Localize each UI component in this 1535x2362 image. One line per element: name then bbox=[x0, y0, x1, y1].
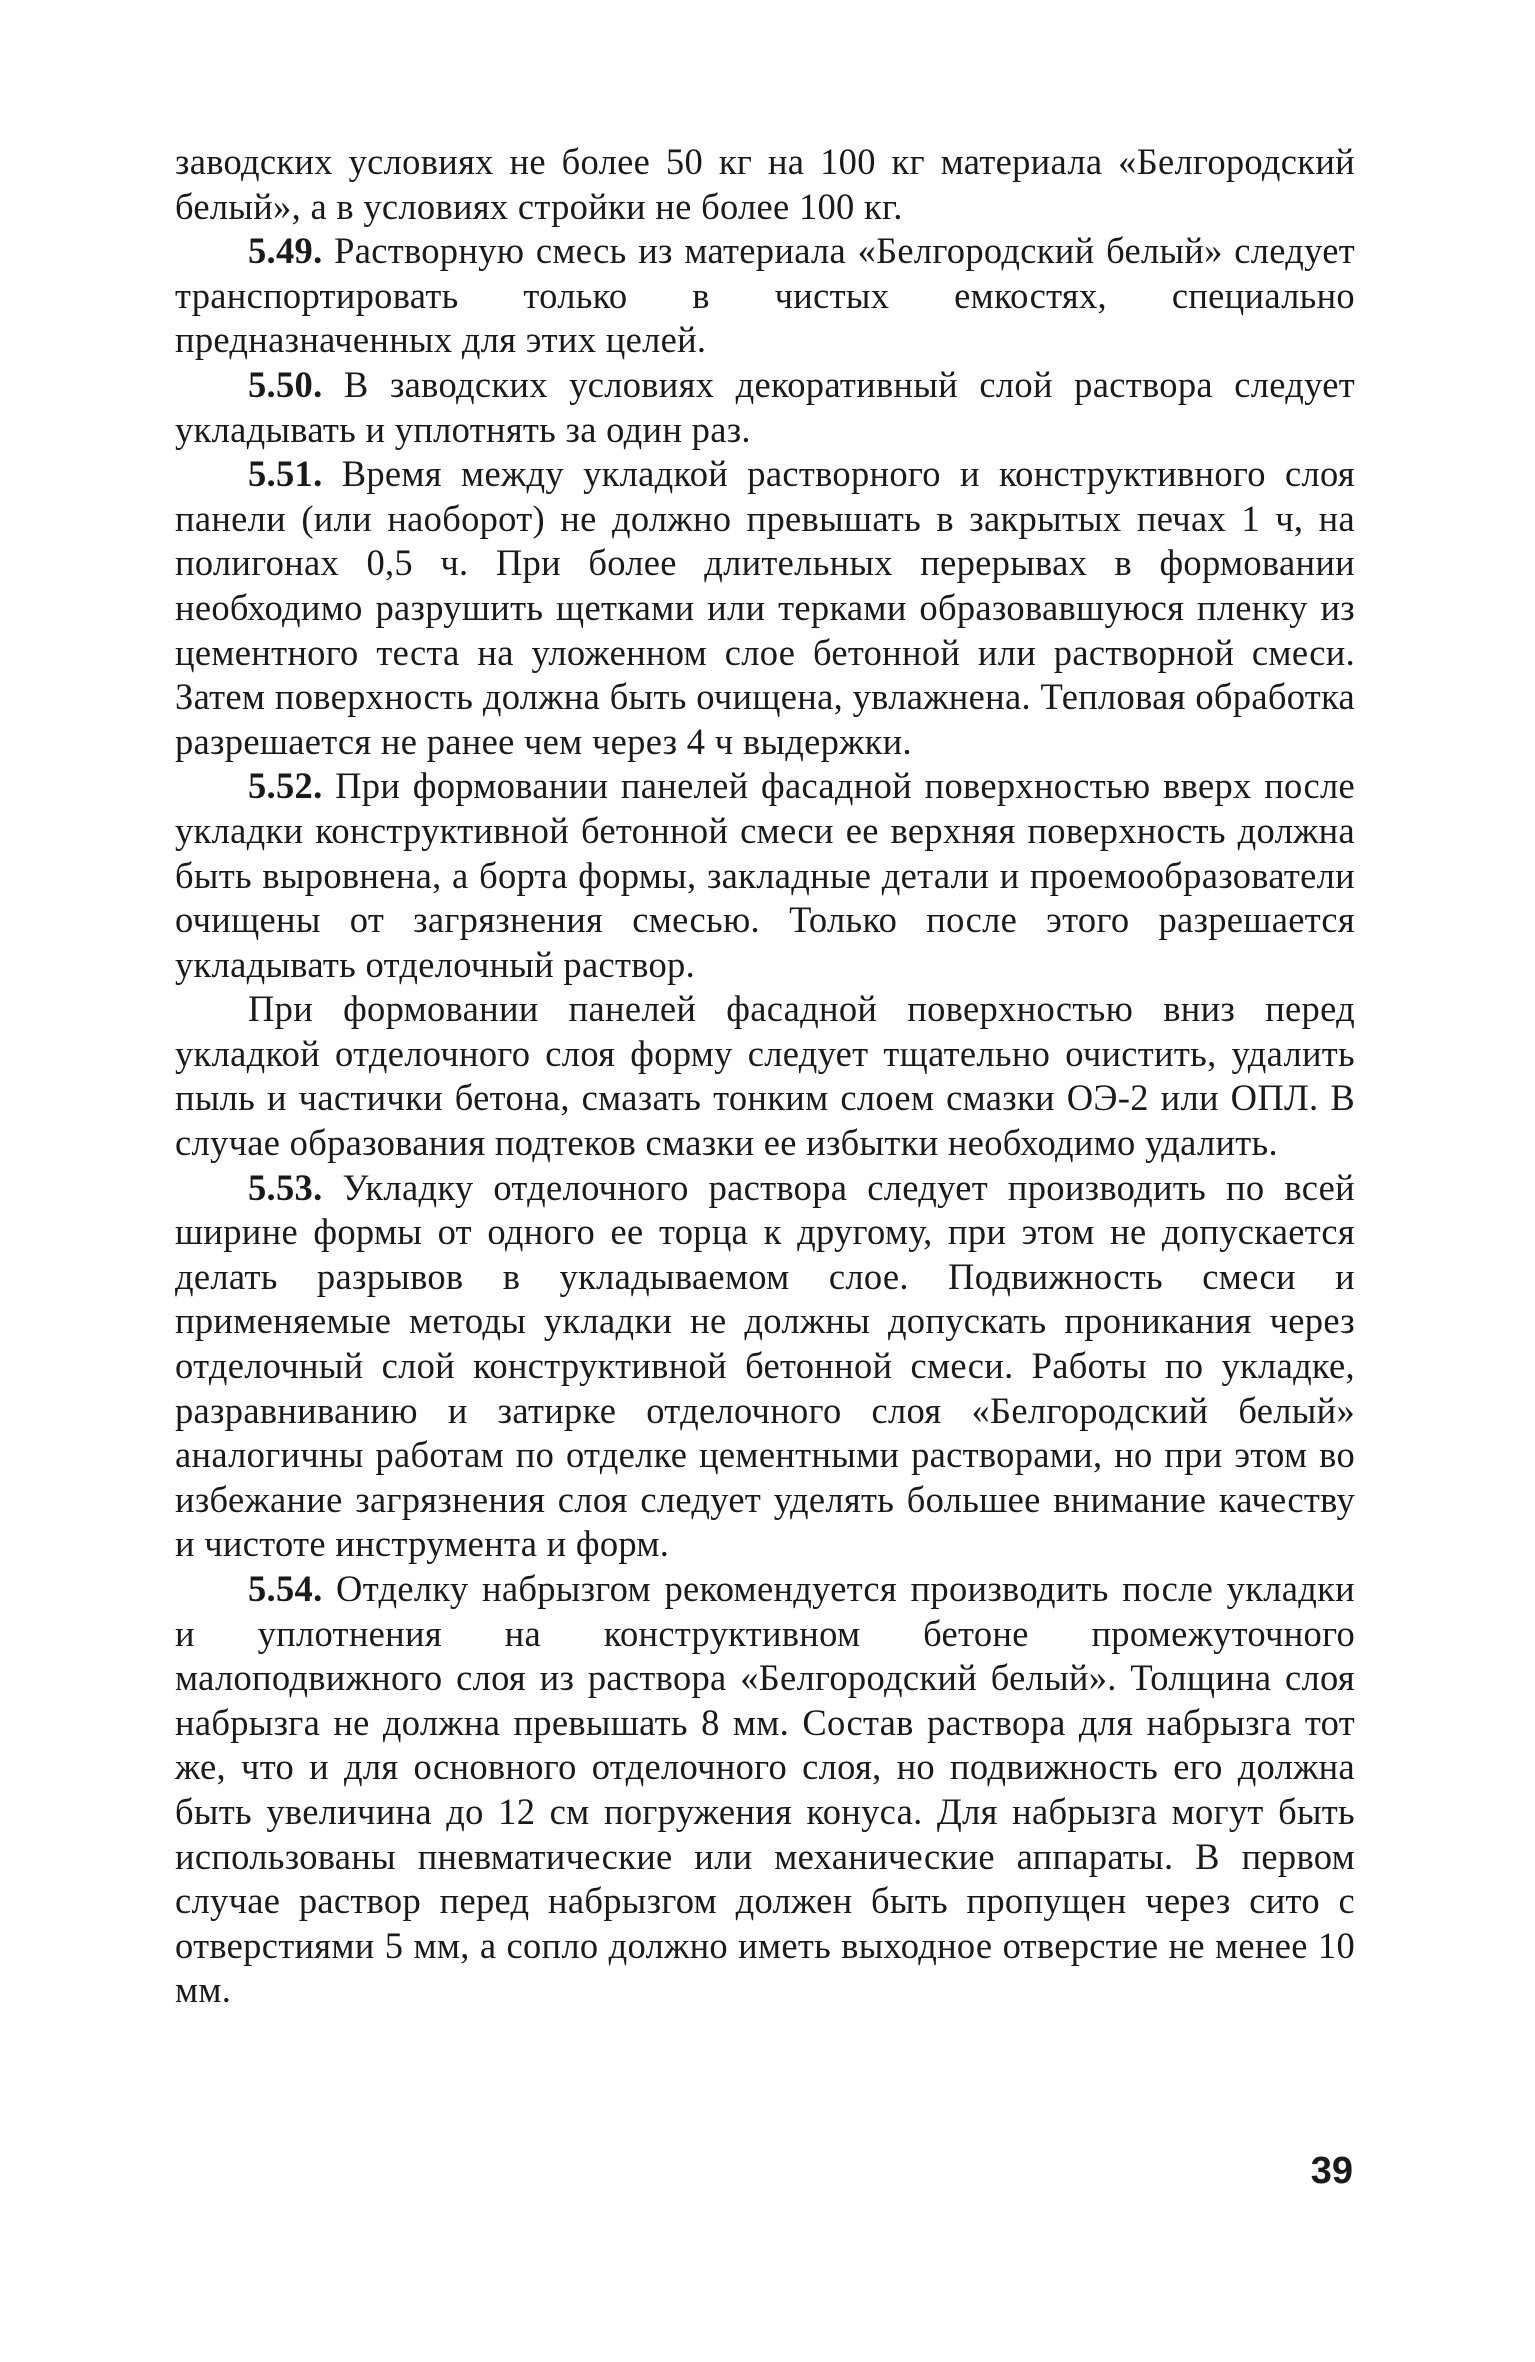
clause-number: 5.52. bbox=[248, 765, 323, 807]
paragraph-text: При формовании панелей фасадной поверхностью вверх после укладки конструктивной бетонной смеси ее верхняя поверхность должна быть выровнена, а борта формы, закладные детали и проемообразователи очищены от загрязнения смесью. Только после этого разрешается укладывать отделочный раствор. bbox=[175, 765, 1355, 985]
paragraph-text: В заводских условиях декоративный слой раствора следует укладывать и уплотнять за один раз. bbox=[175, 363, 1355, 450]
paragraph-5-50 bbox=[175, 363, 1355, 452]
clause-number: 5.49. bbox=[248, 230, 323, 272]
paragraph-text: Отделку набрызгом рекомендуется производить после укладки и уплотнения на конструктивном бетоне промежуточного малоподвижного слоя из раствора «Белгородский белый». Толщина слоя набрызга не должна превышать 8 мм. Состав раствора для набрызга тот же, что и для основного отделочного слоя, но подвижность его должна быть увеличина до 12 см погружения конуса. Для набрызга могут быть использованы пневматические или механические аппараты. В первом случае раствор перед набрызгом должен быть пропущен через сито с отверстиями 5 мм, а сопло должно иметь выходное отверстие не менее 10 мм. bbox=[175, 1568, 1355, 2011]
clause-number: 5.50. bbox=[248, 363, 323, 405]
paragraph-text: Время между укладкой растворного и конструктивного слоя панели (или наоборот) не должно превышать в закрытых печах 1 ч, на полигонах 0,5 ч. При более длительных перерывах в формовании необходимо разрушить щетками или терками образовавшуюся пленку из цементного теста на уложенном слое бетонной или растворной смеси. Затем поверхность должна быть очищена, увлажнена. Тепловая обработка разрешается не ранее чем через 4 ч выдержки. bbox=[175, 453, 1355, 762]
clause-number: 5.54. bbox=[248, 1568, 323, 1609]
paragraph-text: Растворную смесь из материала «Белгородский белый» следует транспортировать только в чистых емкостях, специально предназначенных для этих целей. bbox=[175, 230, 1355, 361]
paragraph-5-54 bbox=[175, 1567, 1355, 2013]
paragraph-text: заводских условиях не более 50 кг на 100 кг материала «Белгородский белый», а в условиях стройки не более 100 кг. bbox=[175, 141, 1355, 227]
paragraph-5-49 bbox=[175, 229, 1355, 363]
paragraph-text: Укладку отделочного раствора следует производить по всей ширине формы от одного ее торца к другому, при этом не допускается делать разрывов в укладываемом слое. Подвижность смеси и применяемые методы укладки не должны допускать проникания через отделочный слой конструктивной бетонной смеси. Работы по укладке, разравниванию и затирке отделочного слоя «Белгородский белый» аналогичны работам по отделке цементными растворами, но при этом во избежание загрязнения слоя следует уделять большее внимание качеству и чистоте инструмента и форм. bbox=[175, 1166, 1355, 1565]
clause-number: 5.53. bbox=[248, 1166, 323, 1208]
paragraph-5-52-facade-down bbox=[175, 987, 1355, 1165]
paragraph-5-51 bbox=[175, 452, 1355, 764]
document-page bbox=[175, 140, 1355, 2013]
paragraph-5-52 bbox=[175, 764, 1355, 987]
page-number: 39 bbox=[1310, 2150, 1353, 2192]
paragraph-continuation bbox=[175, 140, 1355, 229]
clause-number: 5.51. bbox=[248, 453, 323, 495]
paragraph-text: При формовании панелей фасадной поверхностью вниз перед укладкой отделочного слоя форму следует тщательно очистить, удалить пыль и частички бетона, смазать тонким слоем смазки ОЭ-2 или ОПЛ. В случае образования подтеков смазки ее избытки необходимо удалить. bbox=[175, 988, 1355, 1164]
paragraph-5-53 bbox=[175, 1166, 1355, 1567]
